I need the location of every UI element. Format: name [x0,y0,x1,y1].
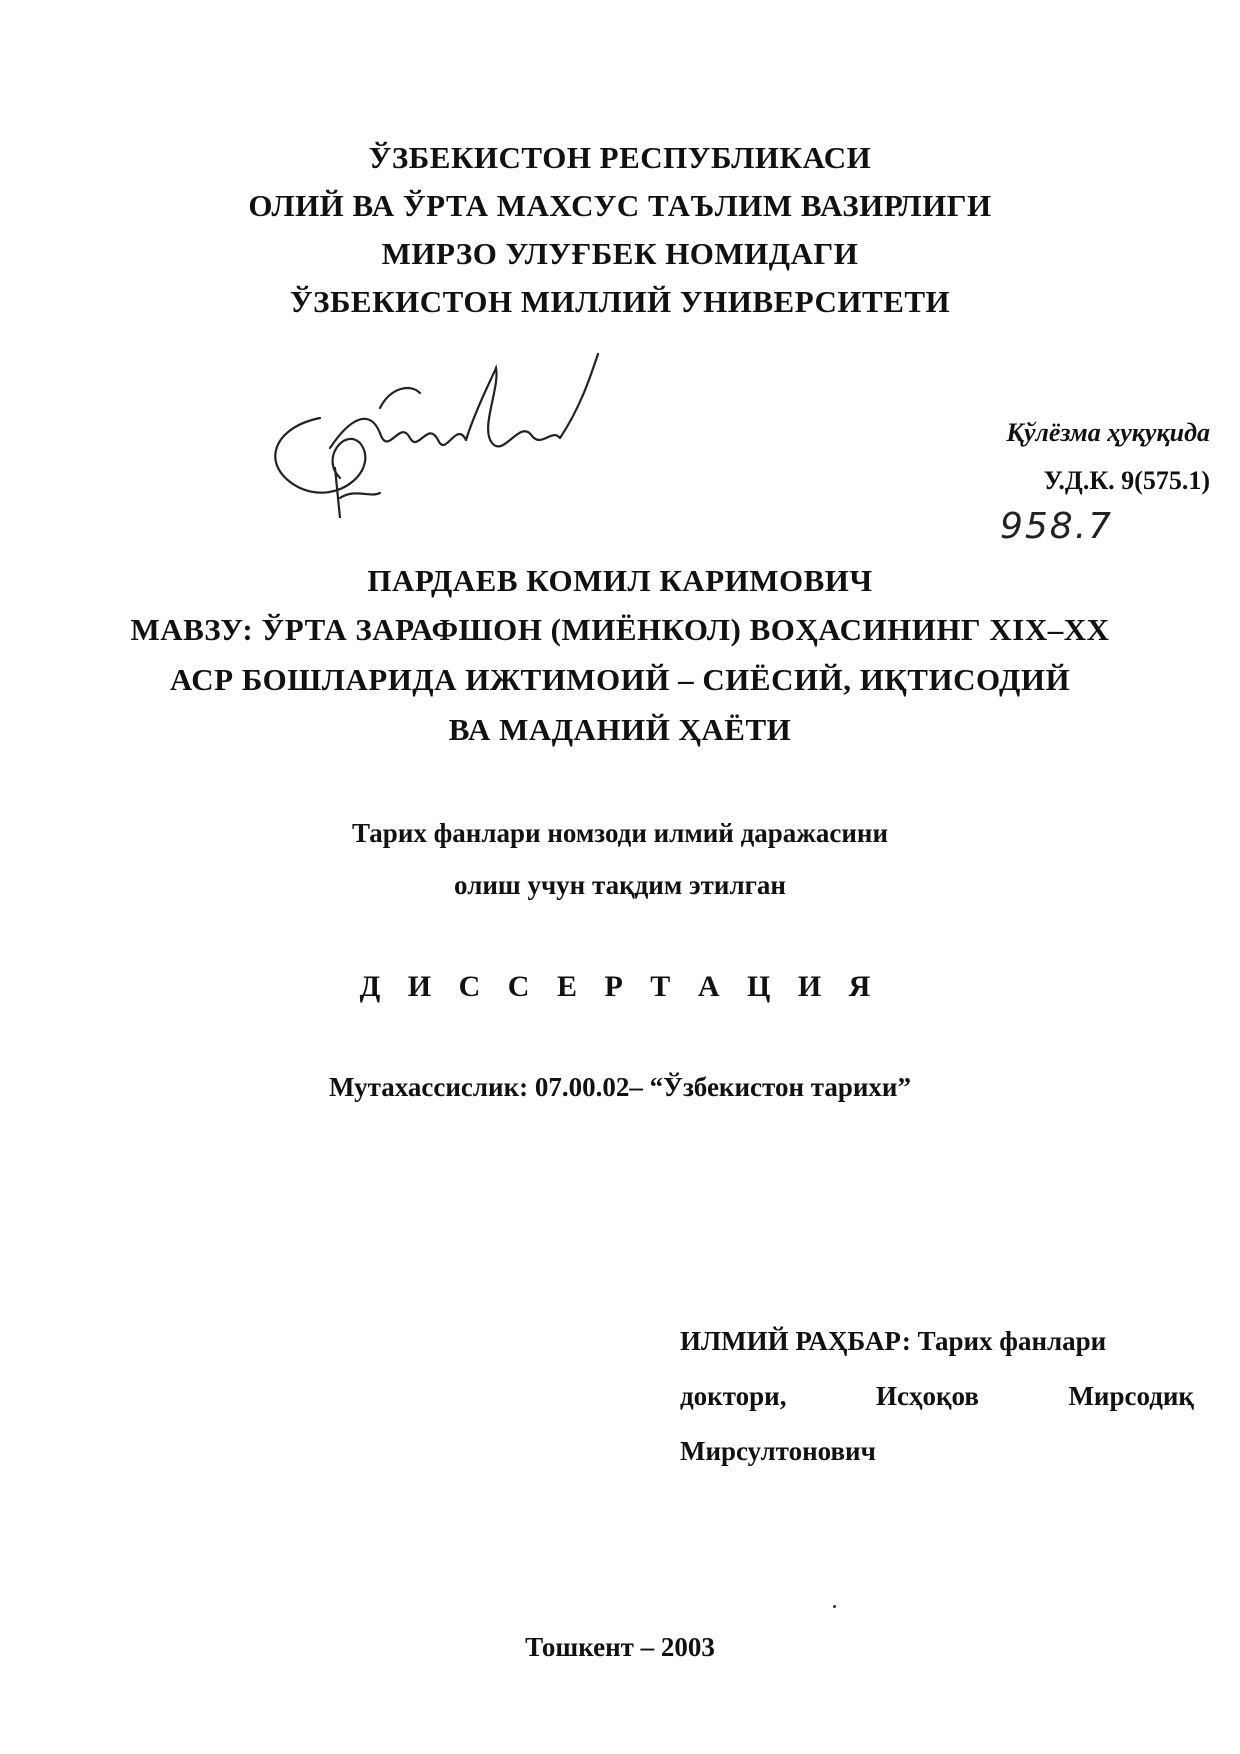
supervisor-line-2 [680,1381,1194,1412]
udk-code: У.Д.К. 9(575.1) [1043,466,1210,495]
handwritten-number: 958.7 [1000,506,1114,547]
topic-line-2: АСР БОШЛАРИДА ИЖТИМОИЙ – СИЁСИЙ, ИҚТИСОДИЙ [169,662,1071,697]
supervisor-degree-word: доктори, [680,1381,787,1411]
supervisor-title: ИЛМИЙ РАҲБАР: Тарих фанлари [680,1326,1107,1356]
author-name: ПАРДАЕВ КОМИЛ КАРИМОВИЧ [367,563,873,598]
supervisor-patronymic: Мирсултонович [680,1436,876,1466]
degree-line-1: Тарих фанлари номзоди илмий даражасини [351,818,889,848]
stray-dot [833,1605,836,1608]
supervisor-given-name: Мирсодиқ [1068,1381,1194,1411]
manuscript-rights: Қўлёзма ҳуқуқида [1006,418,1210,447]
specialty: Мутахассислик: 07.00.02– “Ўзбекистон тарихи” [329,1072,911,1102]
signature-image [260,348,600,518]
document-type: Д И С С Е Р Т А Ц И Я [359,970,881,1003]
footer-city-year: Тошкент – 2003 [525,1632,715,1662]
header-line-university: ЎЗБЕКИСТОН МИЛЛИЙ УНИВЕРСИТЕТИ [289,284,951,319]
header-line-ministry: ОЛИЙ ВА ЎРТА МАХСУС ТАЪЛИМ ВАЗИРЛИГИ [248,188,992,223]
topic-line-1: МАВЗУ: ЎРТА ЗАРАФШОН (МИЁНКОЛ) ВОҲАСИНИНГ XIX–XX [130,612,1110,647]
degree-line-2: олиш учун тақдим этилган [454,870,786,900]
topic-line-3: ВА МАДАНИЙ ҲАЁТИ [448,712,792,747]
supervisor-block [680,1326,1194,1491]
supervisor-line-3 [680,1436,1194,1467]
supervisor-surname: Исҳоқов [875,1381,979,1411]
header-line-named-after: МИРЗО УЛУҒБЕК НОМИДАГИ [381,236,859,271]
supervisor-line-1 [680,1326,1194,1357]
header-line-republic: ЎЗБЕКИСТОН РЕСПУБЛИКАСИ [368,140,872,175]
